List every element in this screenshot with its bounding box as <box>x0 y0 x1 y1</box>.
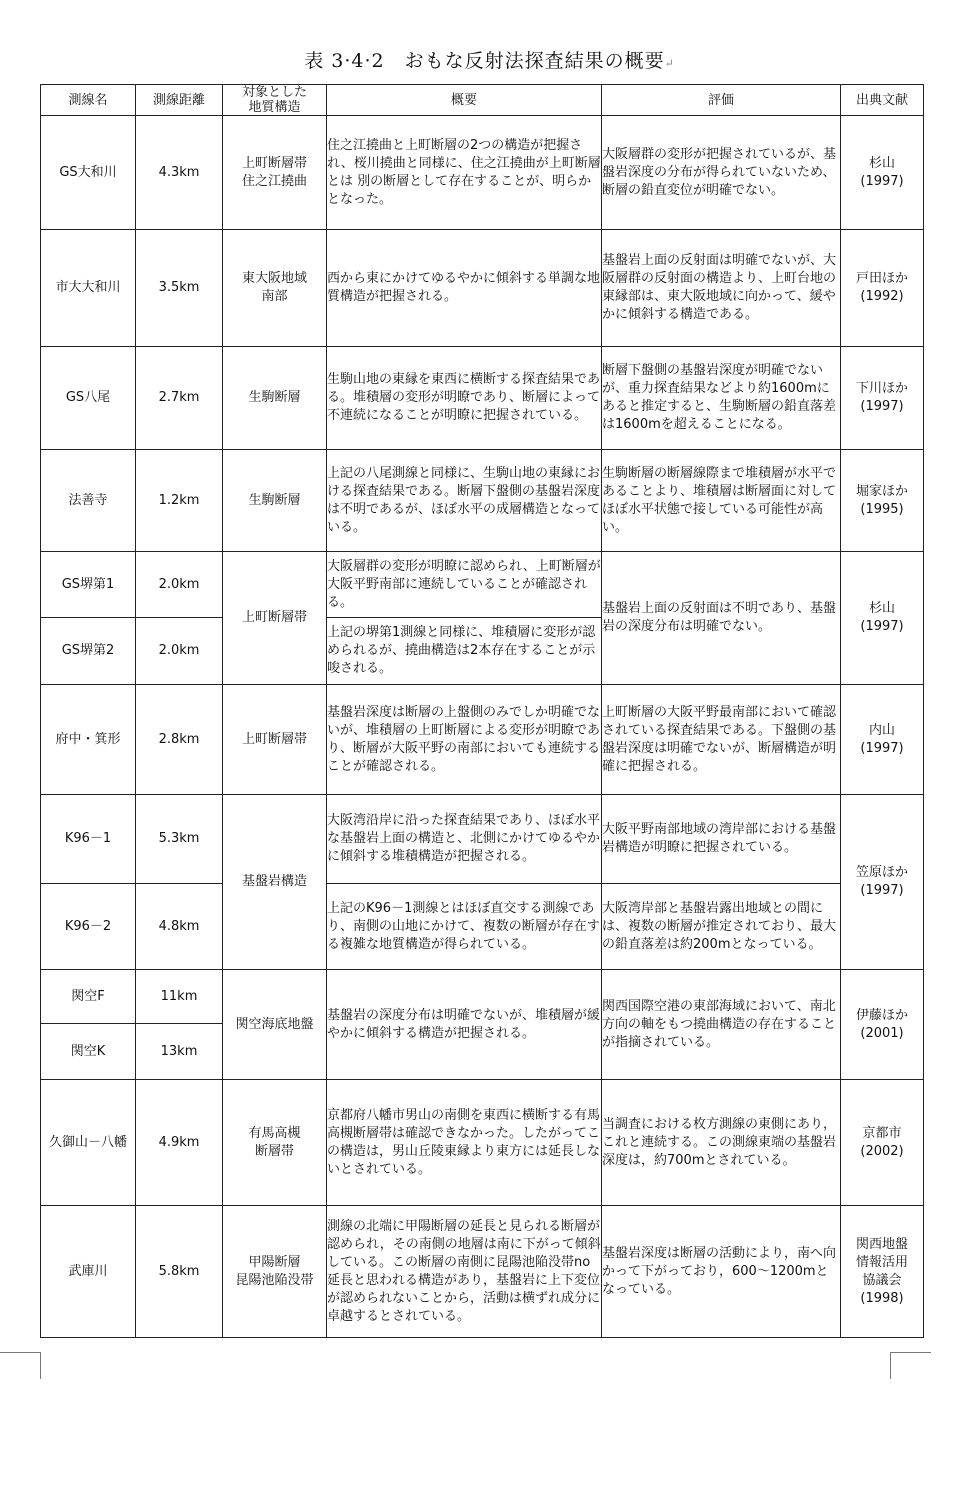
cell-distance: 4.3km <box>136 116 223 230</box>
cell-evaluation: 大阪湾岸部と基盤岩露出地域との間には、複数の断層が推定されており、最大の鉛直落差は約200mとなっている。 <box>602 884 841 970</box>
cell-source: 笠原ほか (1997) <box>841 795 924 970</box>
cell-target: 生駒断層 <box>223 450 327 552</box>
cell-target: 関空海底地盤 <box>223 970 327 1080</box>
header-target: 対象とした 地質構造 <box>223 85 327 116</box>
table-row <box>41 116 924 230</box>
cell-line-name: 武庫川 <box>41 1206 136 1338</box>
table-row <box>41 230 924 347</box>
cell-evaluation: 断層下盤側の基盤岩深度が明確でないが、重力探査結果などより約1600mにあると推定すると、生駒断層の鉛直落差は1600mを超えることになる。 <box>602 347 841 450</box>
cell-target: 基盤岩構造 <box>223 795 327 970</box>
table-row <box>41 795 924 884</box>
cell-line-name: GS堺第1 <box>41 552 136 618</box>
paragraph-mark: ↵ <box>664 57 675 70</box>
cell-distance: 2.0km <box>136 618 223 685</box>
cell-evaluation: 基盤岩上面の反射面は明確でないが、大阪層群の反射面の構造より、上町台地の東縁部は、東大阪地域に向かって、緩やかに傾斜する構造である。 <box>602 230 841 347</box>
cell-target: 上町断層帯 <box>223 685 327 795</box>
cell-evaluation: 当調査における枚方測線の東側にあり，これと連続する。この測線東端の基盤岩深度は，約700mとされている。 <box>602 1080 841 1206</box>
cell-summary: 西から東にかけてゆるやかに傾斜する単調な地質構造が把握される。 <box>327 230 602 347</box>
cell-line-name: GS大和川 <box>41 116 136 230</box>
cell-source: 堀家ほか (1995) <box>841 450 924 552</box>
cell-distance: 3.5km <box>136 230 223 347</box>
table-row <box>41 970 924 1024</box>
table-row <box>41 347 924 450</box>
cell-summary: 基盤岩深度は断層の上盤側のみでしか明確でないが、堆積層の上町断層による変形が明瞭であり、断層が大阪平野の南部においても連続することが確認される。 <box>327 685 602 795</box>
cell-source: 杉山 (1997) <box>841 116 924 230</box>
cell-distance: 2.7km <box>136 347 223 450</box>
cell-evaluation: 上町断層の大阪平野最南部において確認されている探査結果である。下盤側の基盤岩深度は明確でないが、断層構造が明確に把握される。 <box>602 685 841 795</box>
cell-source: 京都市 (2002) <box>841 1080 924 1206</box>
cell-source: 伊藤ほか (2001) <box>841 970 924 1080</box>
header-line-name: 測線名 <box>41 85 136 116</box>
cell-evaluation: 大阪平野南部地域の湾岸部における基盤岩構造が明瞭に把握されている。 <box>602 795 841 884</box>
cell-summary: 大阪湾沿岸に沿った探査結果であり、ほぼ水平な基盤岩上面の構造と、北側にかけてゆるやかに傾斜する堆積構造が把握される。 <box>327 795 602 884</box>
cell-summary: 上記の堺第1測線と同様に、堆積層に変形が認められるが、撓曲構造は2本存在することが示唆される。 <box>327 618 602 685</box>
cell-evaluation: 基盤岩上面の反射面は不明であり、基盤岩の深度分布は明確でない。 <box>602 552 841 685</box>
header-row <box>41 85 924 116</box>
header-evaluation: 評価 <box>602 85 841 116</box>
page-corner-mark-right <box>890 1352 931 1379</box>
cell-line-name: 久御山－八幡 <box>41 1080 136 1206</box>
cell-evaluation: 基盤岩深度は断層の活動により，南へ向かって下がっており，600～1200mとなっている。 <box>602 1206 841 1338</box>
table-row <box>41 884 924 970</box>
results-table <box>40 84 924 1338</box>
cell-distance: 11km <box>136 970 223 1024</box>
cell-source: 関西地盤 情報活用 協議会 (1998) <box>841 1206 924 1338</box>
cell-summary: 上記のK96－1測線とはほぼ直交する測線であり、南側の山地にかけて、複数の断層が存在する複雑な地質構造が得られている。 <box>327 884 602 970</box>
cell-line-name: 市大大和川 <box>41 230 136 347</box>
cell-source: 杉山 (1997) <box>841 552 924 685</box>
cell-summary: 住之江撓曲と上町断層の2つの構造が把握され、桜川撓曲と同様に、住之江撓曲が上町断層とは 別の断層として存在することが、明らかとなった。 <box>327 116 602 230</box>
cell-distance: 4.8km <box>136 884 223 970</box>
cell-summary: 生駒山地の東縁を東西に横断する探査結果である。堆積層の変形が明瞭であり、断層によって不連続になることが明瞭に把握されている。 <box>327 347 602 450</box>
table-row <box>41 1206 924 1338</box>
cell-target: 上町断層帯 住之江撓曲 <box>223 116 327 230</box>
cell-target: 甲陽断層 昆陽池陥没帯 <box>223 1206 327 1338</box>
cell-evaluation: 大阪層群の変形が把握されているが、基盤岩深度の分布が得られていないため、断層の鉛直変位が明確でない。 <box>602 116 841 230</box>
cell-distance: 1.2km <box>136 450 223 552</box>
cell-distance: 2.0km <box>136 552 223 618</box>
cell-line-name: 法善寺 <box>41 450 136 552</box>
cell-summary: 京都府八幡市男山の南側を東西に横断する有馬高槻断層帯は確認できなかった。したがってこの構造は，男山丘陵東縁より東方には延長しないとされている。 <box>327 1080 602 1206</box>
cell-target: 有馬高槻 断層帯 <box>223 1080 327 1206</box>
page-corner-mark-left <box>0 1352 41 1379</box>
table-row <box>41 450 924 552</box>
cell-source: 戸田ほか (1992) <box>841 230 924 347</box>
cell-summary: 大阪層群の変形が明瞭に認められ、上町断層が大阪平野南部に連続していることが確認される。 <box>327 552 602 618</box>
table-title-text: 表 3·4·2 おもな反射法探査結果の概要 <box>304 50 665 72</box>
table-title <box>0 46 979 73</box>
header-source: 出典文献 <box>841 85 924 116</box>
cell-source: 下川ほか (1997) <box>841 347 924 450</box>
table-row <box>41 552 924 618</box>
cell-target: 上町断層帯 <box>223 552 327 685</box>
header-summary: 概要 <box>327 85 602 116</box>
cell-target: 生駒断層 <box>223 347 327 450</box>
cell-line-name: 関空F <box>41 970 136 1024</box>
cell-distance: 13km <box>136 1024 223 1080</box>
cell-distance: 4.9km <box>136 1080 223 1206</box>
cell-line-name: GS八尾 <box>41 347 136 450</box>
cell-summary: 測線の北端に甲陽断層の延長と見られる断層が認められ，その南側の地層は南に下がって傾斜している。この断層の南側に昆陽池陥没帯no延長と思われる構造があり，基盤岩に上下変位が認められないことから，活動は横ずれ成分に卓越するとされている。 <box>327 1206 602 1338</box>
cell-target: 東大阪地域 南部 <box>223 230 327 347</box>
header-distance: 測線距離 <box>136 85 223 116</box>
table-row <box>41 1080 924 1206</box>
cell-evaluation: 生駒断層の断層線際まで堆積層が水平であることより、堆積層は断層面に対してほぼ水平状態で接している可能性が高い。 <box>602 450 841 552</box>
cell-line-name: 府中・箕形 <box>41 685 136 795</box>
cell-line-name: K96－2 <box>41 884 136 970</box>
table-row <box>41 685 924 795</box>
cell-summary: 上記の八尾測線と同様に、生駒山地の東縁における探査結果である。断層下盤側の基盤岩深度は不明であるが、ほぼ水平の成層構造となっている。 <box>327 450 602 552</box>
cell-source: 内山 (1997) <box>841 685 924 795</box>
cell-distance: 2.8km <box>136 685 223 795</box>
cell-summary: 基盤岩の深度分布は明確でないが、堆積層が緩やかに傾斜する構造が把握される。 <box>327 970 602 1080</box>
cell-distance: 5.8km <box>136 1206 223 1338</box>
cell-line-name: K96－1 <box>41 795 136 884</box>
cell-evaluation: 関西国際空港の東部海域において、南北方向の軸をもつ撓曲構造の存在することが指摘されている。 <box>602 970 841 1080</box>
cell-line-name: 関空K <box>41 1024 136 1080</box>
cell-distance: 5.3km <box>136 795 223 884</box>
cell-line-name: GS堺第2 <box>41 618 136 685</box>
